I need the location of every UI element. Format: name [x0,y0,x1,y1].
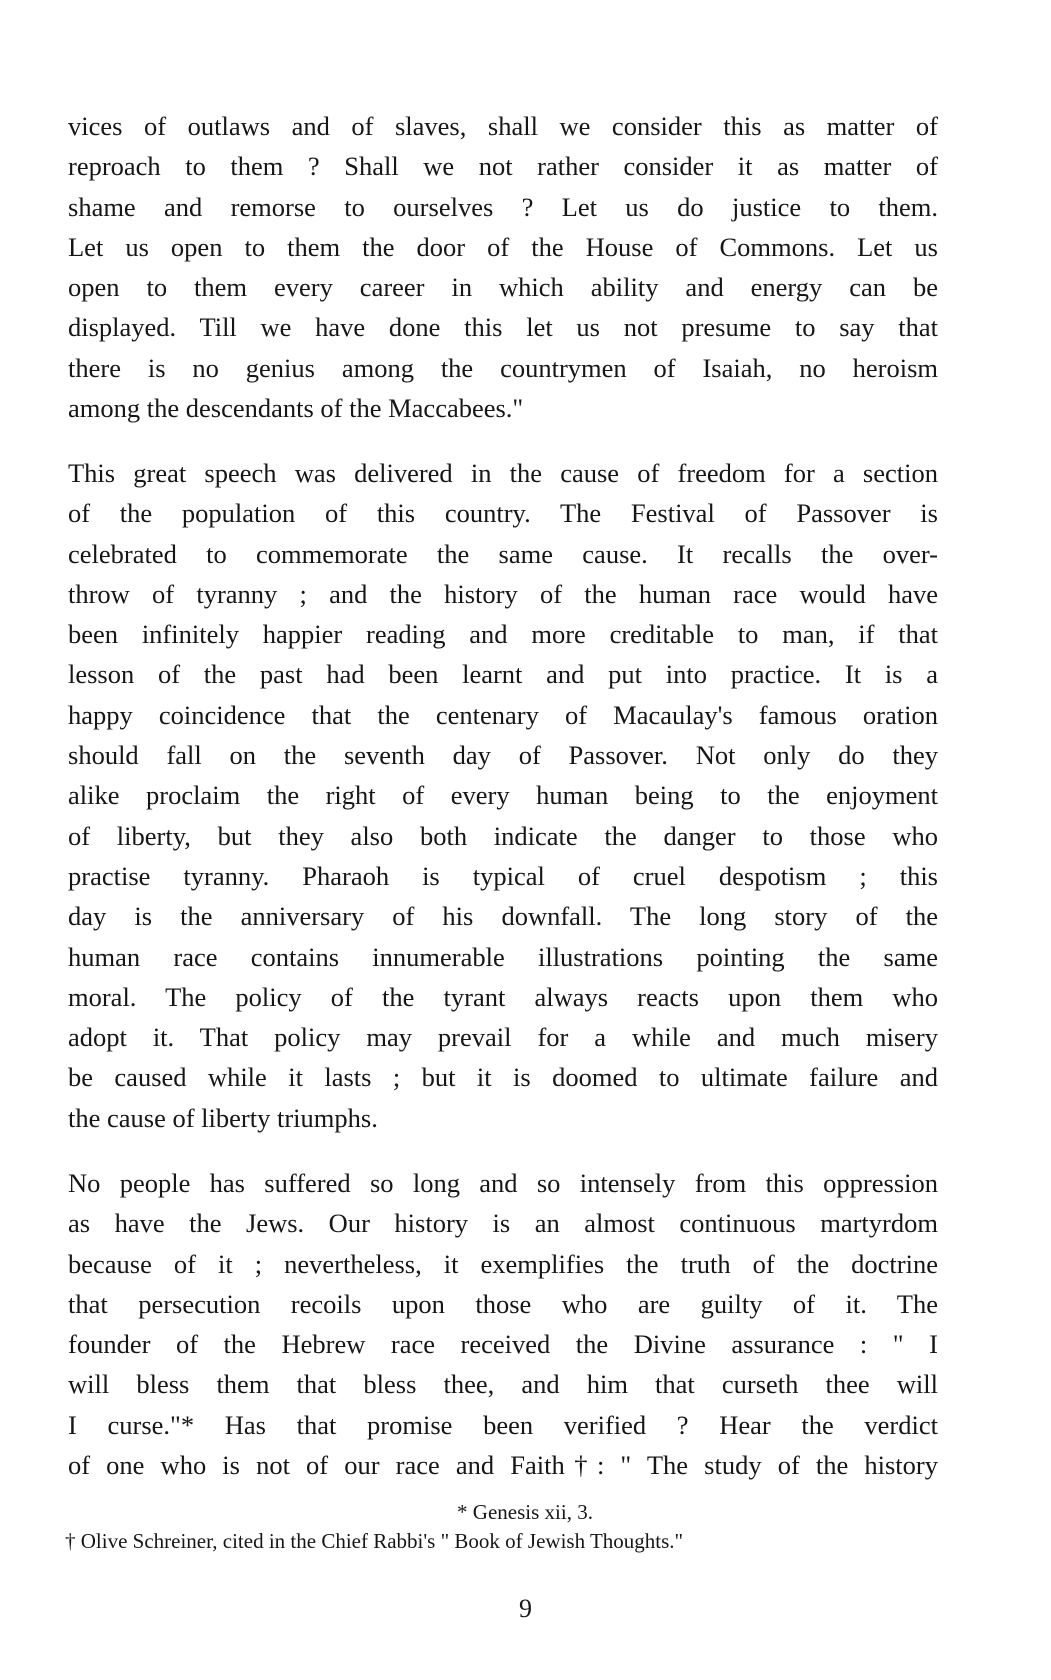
text-line: I curse."* Has that promise been verified ? Hear the verdict [68,1409,938,1440]
text-line: shame and remorse to ourselves ? Let us do justice to them. [68,191,938,222]
text-line: will bless them that bless thee, and him that curseth thee will [68,1369,938,1400]
text-line: vices of outlaws and of slaves, shall we consider this as matter of [68,111,938,141]
text-line: of liberty, but they also both indicate the danger to those who [68,820,938,851]
text-line: lesson of the past had been learnt and put into practice. It is a [68,659,938,690]
text-line: that persecution recoils upon those who are guilty of it. The [68,1288,938,1319]
text-line: be caused while it lasts ; but it is doomed to ultimate failure and [68,1062,938,1093]
text-line: there is no genius among the countrymen of Isaiah, no heroism [68,352,938,383]
paragraph-3 [68,1163,938,1485]
text-line: founder of the Hebrew race received the Divine assurance : " I [68,1329,938,1360]
text-line: celebrated to commemorate the same cause. It recalls the over- [68,538,938,569]
text-line: This great speech was delivered in the cause of freedom for a section [68,458,938,488]
footnote-schreiner: † Olive Schreiner, cited in the Chief Rabbi's " Book of Jewish Thoughts." [65,1529,684,1553]
text-line: among the descendants of the Maccabees." [68,393,524,424]
footnote-genesis: * Genesis xii, 3. [457,1500,593,1524]
text-line: should fall on the seventh day of Passover. Not only do they [68,740,938,771]
text-line: human race contains innumerable illustrations pointing the same [68,941,938,972]
text-line: of one who is not of our race and Faith†: " The study of the history [68,1450,938,1481]
text-line: alike proclaim the right of every human being to the enjoyment [68,780,938,811]
text-line: open to them every career in which ability and energy can be [68,272,938,303]
text-line: because of it ; nevertheless, it exemplifies the truth of the doctrine [68,1248,938,1279]
text-line: day is the anniversary of his downfall. The long story of the [68,901,938,932]
text-line: No people has suffered so long and so intensely from this oppression [68,1168,938,1198]
footnotes [65,1498,945,1556]
text-line: of the population of this country. The Festival of Passover is [68,498,938,529]
text-line: throw of tyranny ; and the history of the human race would have [68,578,938,609]
text-line: been infinitely happier reading and more creditable to man, if that [68,619,938,650]
paragraph-2 [68,453,938,1138]
text-line: adopt it. That policy may prevail for a while and much misery [68,1022,938,1053]
text-line: practise tyranny. Pharaoh is typical of cruel despotism ; this [68,860,938,891]
paragraph-1 [68,106,938,428]
text-line: Let us open to them the door of the House of Commons. Let us [68,231,938,262]
page-number: 9 [519,1594,532,1623]
text-line: as have the Jews. Our history is an almost continuous martyrdom [68,1208,938,1239]
text-line: happy coincidence that the centenary of Macaulay's famous oration [68,699,938,730]
text-line: the cause of liberty triumphs. [68,1102,378,1133]
text-line: displayed. Till we have done this let us not presume to say that [68,312,938,343]
text-line: reproach to them ? Shall we not rather consider it as matter of [68,151,938,182]
text-line: moral. The policy of the tyrant always reacts upon them who [68,981,938,1012]
